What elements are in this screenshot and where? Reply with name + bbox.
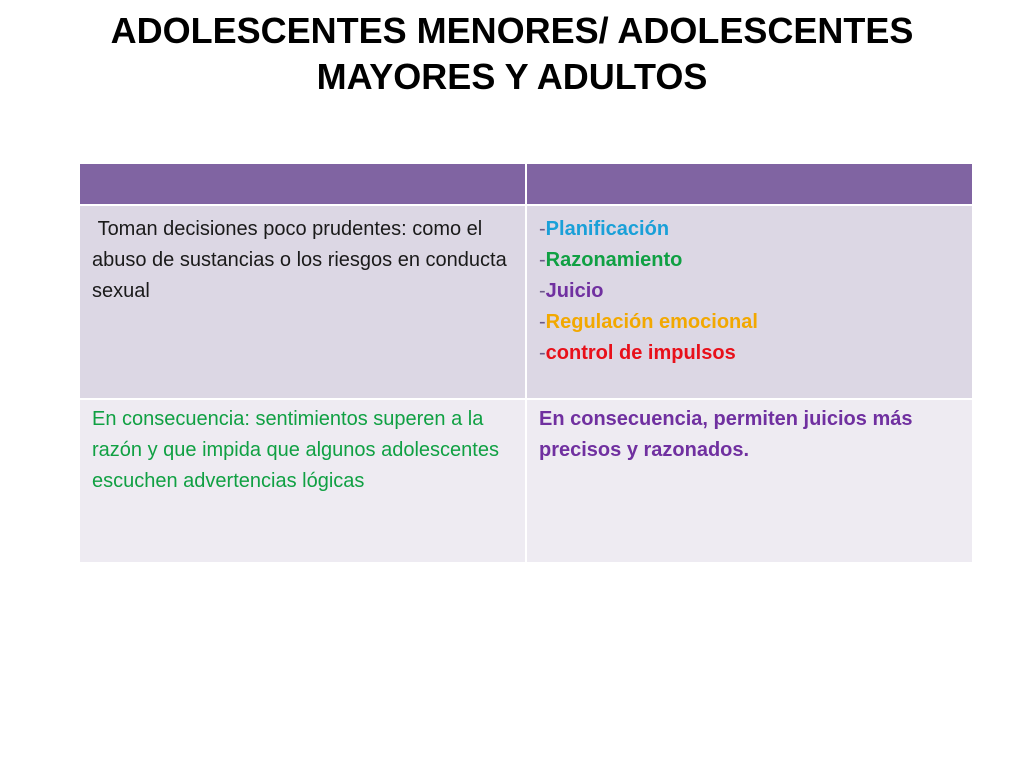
list-item-text: Regulación emocional [545,311,758,333]
list-item-regulacion [539,307,960,338]
slide-title-line-2: MAYORES Y ADULTOS [316,56,708,97]
dash-mark: - [539,218,546,240]
table-header-row [79,163,973,205]
list-item-text: Planificación [545,218,670,240]
header-cell-right [526,163,973,205]
dash-mark: - [539,249,546,271]
list-item-text: control de impulsos [545,342,736,364]
table-row [79,205,973,399]
dash-mark: - [539,342,546,364]
list-item-text: Razonamiento [545,249,683,271]
table-row [79,399,973,563]
list-item-control [539,338,960,369]
cell-consequence-right: En consecuencia, permiten juicios más precisos y razonados. [526,399,973,563]
header-cell-left [79,163,526,205]
list-item-text: Juicio [545,280,604,302]
slide-title [60,8,964,100]
cell-functions-list [526,205,973,399]
cell-decisions: Toman decisiones poco prudentes: como el abuso de sustancias o los riesgos en conducta sexual [79,205,526,399]
comparison-table [78,162,974,564]
cell-consequence-left: En consecuencia: sentimientos superen a la razón y que impida que algunos adolescentes escuchen advertencias lógicas [79,399,526,563]
list-item-juicio [539,276,960,307]
dash-mark: - [539,280,546,302]
list-item-razonamiento [539,245,960,276]
slide-title-line-1: ADOLESCENTES MENORES/ ADOLESCENTES [110,10,914,51]
list-item-planificacion [539,214,960,245]
dash-mark: - [539,311,546,333]
